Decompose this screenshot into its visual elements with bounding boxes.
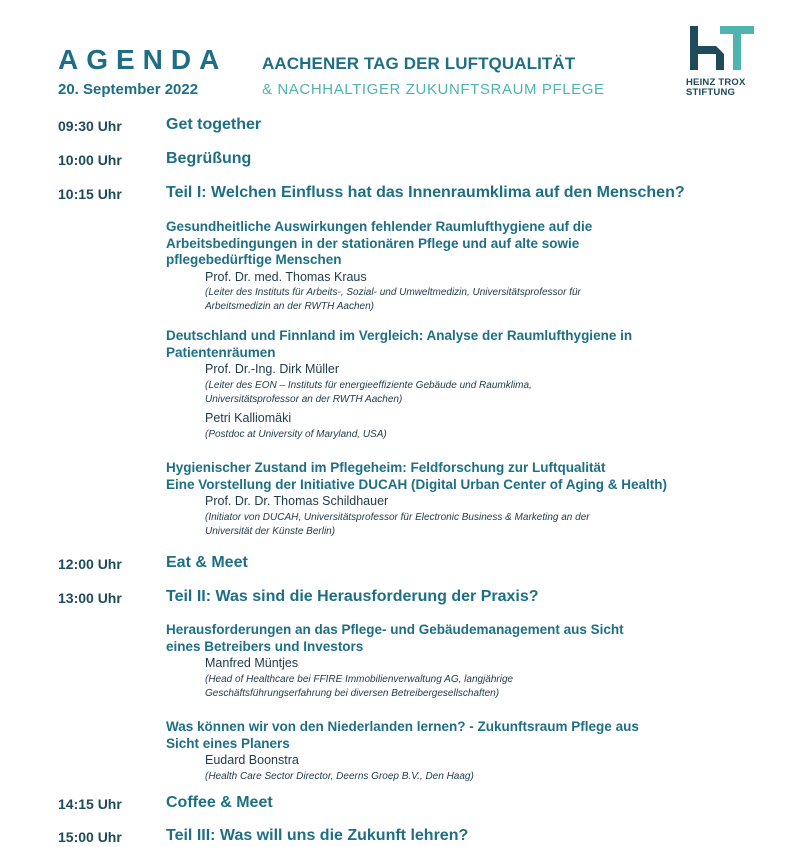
talk-4-title	[166, 622, 766, 655]
talk-2-title	[166, 328, 766, 361]
slot-title-begruessung: Begrüßung	[166, 150, 252, 167]
talk-4-speaker: Manfred Müntjes	[205, 656, 299, 670]
talk-1-title	[166, 219, 766, 269]
talk-2-affiliation-2-line-1: (Postdoc at University of Maryland, USA)	[205, 429, 387, 440]
time-1500: 15:00 Uhr	[58, 829, 122, 845]
talk-1-affiliation-line-2: Arbeitsmedizin an der RWTH Aachen)	[205, 300, 374, 312]
talk-1-title-line-1: Gesundheitliche Auswirkungen fehlender Raumlufthygiene auf die	[166, 219, 593, 234]
slot-title-eat-meet: Eat & Meet	[166, 554, 248, 571]
talk-4-affiliation	[205, 673, 725, 700]
time-1200: 12:00 Uhr	[58, 556, 122, 572]
talk-2-affiliation	[205, 379, 725, 406]
logo-text-line-1: HEINZ TROX	[686, 77, 746, 88]
talk-3-title	[166, 460, 766, 493]
talk-3-speaker: Prof. Dr. Dr. Thomas Schildhauer	[205, 494, 389, 508]
talk-1-speaker: Prof. Dr. med. Thomas Kraus	[205, 270, 367, 284]
talk-2-affiliation-line-2: Universitätsprofessor an der RWTH Aachen)	[205, 393, 403, 405]
talk-4-affiliation-line-2: Geschäftsführungserfahrung bei diversen Betreibergesellschaften)	[205, 687, 500, 699]
slot-title-coffee-meet: Coffee & Meet	[166, 794, 273, 811]
talk-2-affiliation-line-1: (Leiter des EON – Instituts für energieeffiziente Gebäude und Raumklima,	[205, 380, 532, 391]
slot-title-teil-1: Teil I: Welchen Einfluss hat das Innenraumklima auf den Menschen?	[166, 184, 685, 201]
talk-2-speaker: Prof. Dr.-Ing. Dirk Müller	[205, 362, 340, 376]
talk-4-affiliation-line-1: (Head of Healthcare bei FFIRE Immobilienverwaltung AG, langjährige	[205, 674, 514, 685]
talk-5-affiliation	[205, 770, 725, 784]
time-1015: 10:15 Uhr	[58, 186, 122, 202]
event-title-line-1: AACHENER TAG DER LUFTQUALITÄT	[262, 54, 576, 73]
logo-text-line-2: STIFTUNG	[686, 87, 736, 98]
slot-title-teil-2: Teil II: Was sind die Herausforderung der Praxis?	[166, 588, 539, 605]
talk-1-affiliation	[205, 286, 725, 313]
time-1415: 14:15 Uhr	[58, 796, 122, 812]
talk-4-title-line-1: Herausforderungen an das Pflege- und Gebäudemanagement aus Sicht	[166, 622, 624, 637]
talk-5-speaker: Eudard Boonstra	[205, 753, 299, 767]
talk-3-affiliation	[205, 511, 725, 538]
talk-2-affiliation-2	[205, 428, 725, 442]
time-1300: 13:00 Uhr	[58, 590, 122, 606]
talk-5-affiliation-line-1: (Health Care Sector Director, Deerns Groep B.V., Den Haag)	[205, 771, 474, 782]
talk-3-affiliation-line-2: Universität der Künste Berlin)	[205, 525, 336, 537]
talk-4-title-line-2: eines Betreibers und Investors	[166, 638, 364, 654]
time-1000: 10:00 Uhr	[58, 152, 122, 168]
event-title-line-2: & NACHHALTIGER ZUKUNFTSRAUM PFLEGE	[262, 81, 605, 98]
talk-1-title-line-2: Arbeitsbedingungen in der stationären Pflege und auf alte sowie	[166, 235, 580, 251]
talk-5-title-line-1: Was können wir von den Niederlanden lernen? - Zukunftsraum Pflege aus	[166, 719, 639, 734]
slot-title-get-together: Get together	[166, 116, 262, 133]
talk-3-affiliation-line-1: (Initiator von DUCAH, Universitätsprofessor für Electronic Business & Marketing an der	[205, 512, 590, 523]
talk-1-affiliation-line-1: (Leiter des Instituts für Arbeits-, Sozial- und Umweltmedizin, Universitätsprofessor für	[205, 287, 581, 298]
talk-5-title	[166, 719, 766, 752]
talk-3-title-line-2: Eine Vorstellung der Initiative DUCAH (Digital Urban Center of Aging & Health)	[166, 476, 668, 492]
logo-text	[686, 78, 746, 98]
slot-title-teil-3: Teil III: Was will uns die Zukunft lehren?	[166, 827, 469, 844]
talk-2-title-line-1: Deutschland und Finnland im Vergleich: Analyse der Raumlufthygiene in	[166, 328, 633, 343]
agenda-heading: AGENDA	[58, 44, 228, 75]
agenda-date: 20. September 2022	[58, 81, 199, 98]
talk-2-speaker-2: Petri Kalliomäki	[205, 411, 292, 425]
time-0930: 09:30 Uhr	[58, 118, 122, 134]
talk-2-title-line-2: Patientenräumen	[166, 344, 276, 360]
talk-3-title-line-1: Hygienischer Zustand im Pflegeheim: Feldforschung zur Luftqualität	[166, 460, 606, 475]
talk-1-title-line-3: pflegebedürftige Menschen	[166, 252, 342, 267]
talk-5-title-line-2: Sicht eines Planers	[166, 735, 290, 751]
